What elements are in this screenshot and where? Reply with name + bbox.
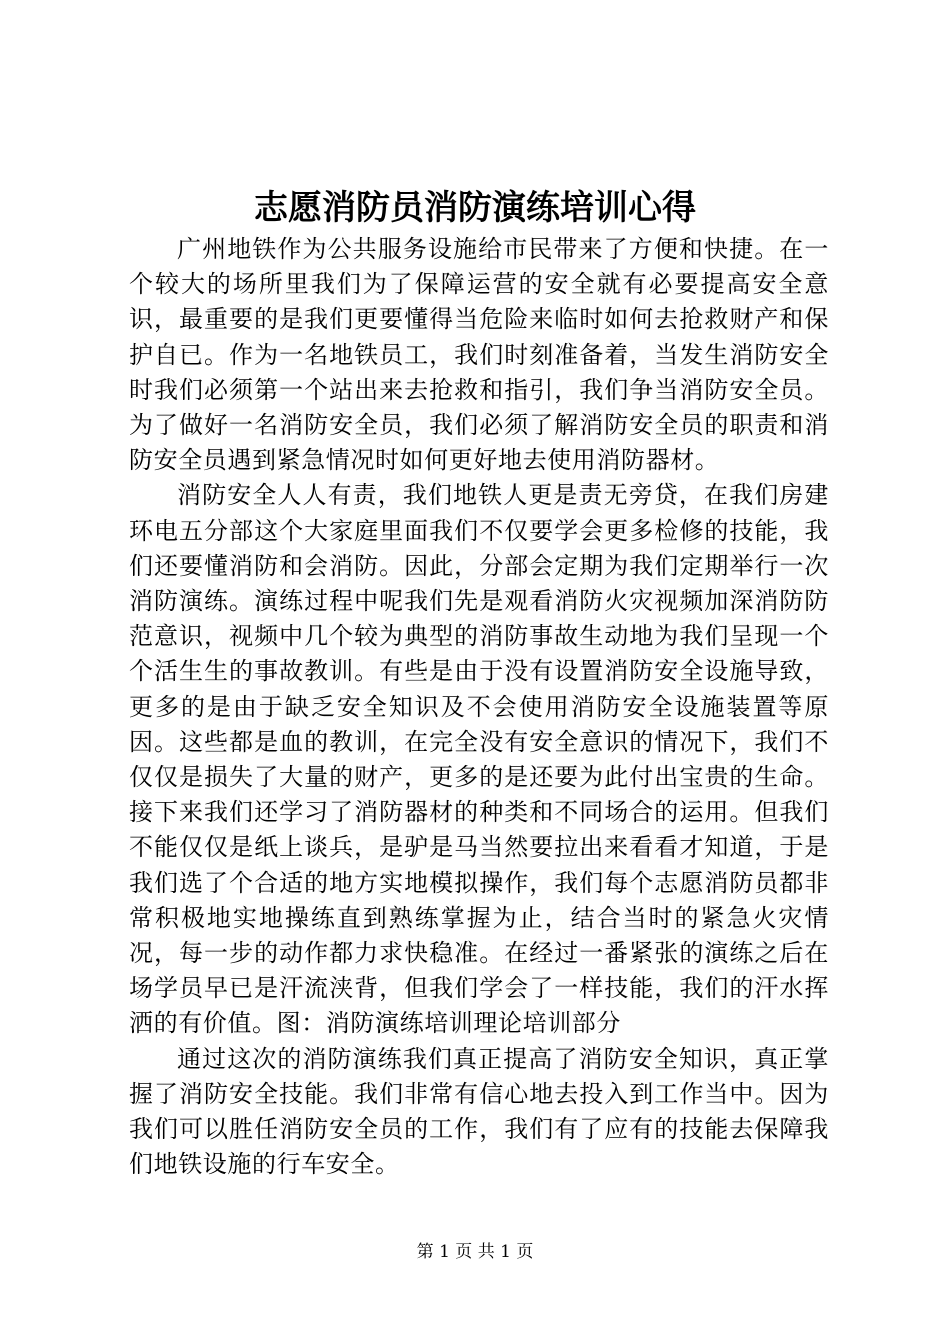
document-body (129, 232, 829, 1182)
paragraph-1: 广州地铁作为公共服务设施给市民带来了方便和快捷。在一个较大的场所里我们为了保障运营的安全就有必要提高安全意识，最重要的是我们更要懂得当危险来临时如何去抢救财产和保护自已。作为一名地铁员工，我们时刻准备着，当发生消防安全时我们必须第一个站出来去抢救和指引，我们争当消防安全员。为了做好一名消防安全员，我们必须了解消防安全员的职责和消防安全员遇到紧急情况时如何更好地去使用消防器材。 (129, 235, 829, 475)
page-footer: 第 1 页 共 1 页 (416, 1242, 534, 1262)
document-title: 志愿消防员消防演练培训心得 (254, 188, 696, 228)
paragraph-3: 通过这次的消防演练我们真正提高了消防安全知识，真正掌握了消防安全技能。我们非常有信心地去投入到工作当中。因为我们可以胜任消防安全员的工作，我们有了应有的技能去保障我们地铁设施的行车安全。 (129, 1044, 829, 1179)
paragraph-2: 消防安全人人有责，我们地铁人更是责无旁贷，在我们房建环电五分部这个大家庭里面我们不仅要学会更多检修的技能，我们还要懂消防和会消防。因此，分部会定期为我们定期举行一次消防演练。演练过程中呢我们先是观看消防火灾视频加深消防防范意识，视频中几个较为典型的消防事故生动地为我们呈现一个个活生生的事故教训。有些是由于没有设置消防安全设施导致，更多的是由于缺乏安全知识及不会使用消防安全设施装置等原因。这些都是血的教训，在完全没有安全意识的情况下，我们不仅仅是损失了大量的财产，更多的是还要为此付出宝贵的生命。接下来我们还学习了消防器材的种类和不同场合的运用。但我们不能仅仅是纸上谈兵，是驴是马当然要拉出来看看才知道，于是我们选了个合适的地方实地模拟操作，我们每个志愿消防员都非常积极地实地操练直到熟练掌握为止，结合当时的紧急火灾情况，每一步的动作都力求快稳准。在经过一番紧张的演练之后在场学员早已是汗流浃背，但我们学会了一样技能，我们的汗水挥洒的有价值。图：消防演练培训理论培训部分 (129, 481, 829, 1038)
